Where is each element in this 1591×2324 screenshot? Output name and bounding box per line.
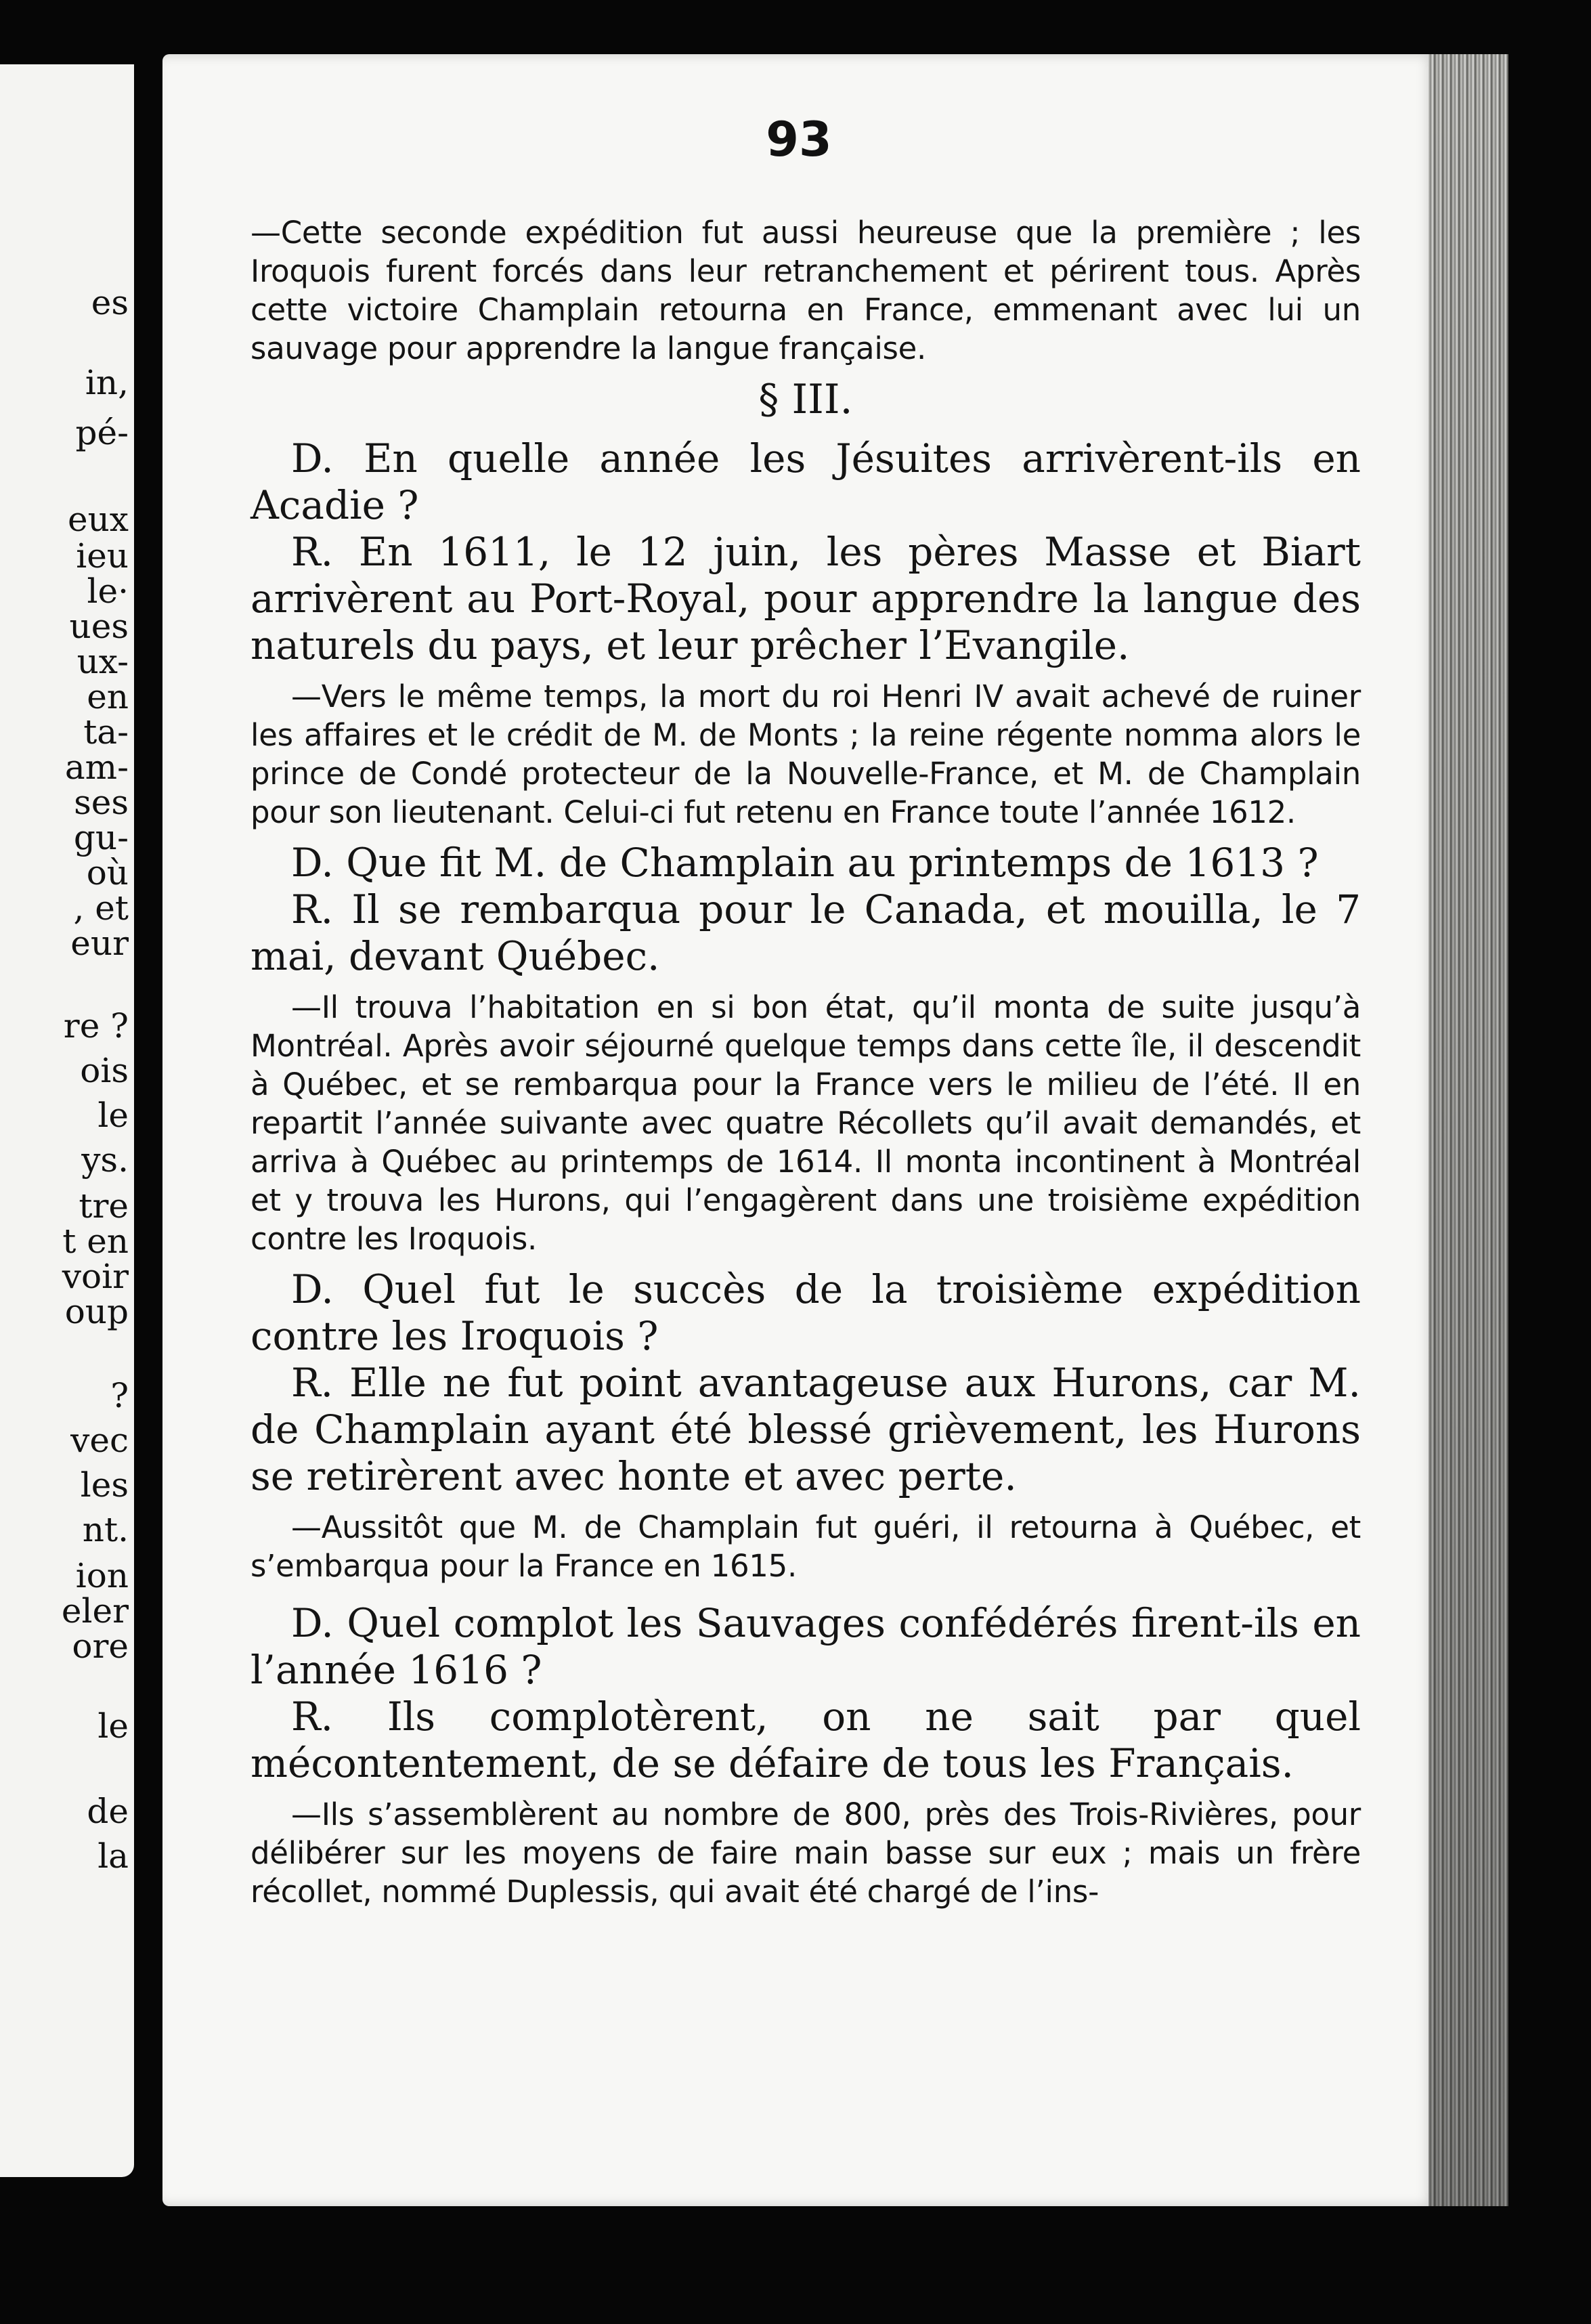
left-page-fragment: vec [70,1421,129,1460]
question-4: D. Quel complot les Sauvages confédérés firent-ils en l’année 1616 ? [250,1600,1361,1693]
question-1: D. En quelle année les Jésuites arrivèrent-ils en Acadie ? [250,435,1361,528]
left-page-fragment: ues [69,607,129,646]
left-page-fragment: où [86,853,129,892]
page-number: 93 [766,112,832,167]
answer-1: R. En 1611, le 12 juin, les pères Masse et Biart arrivèrent au Port-Royal, pour apprendre la langue des naturels du pays, et leur prêcher l’Evangile. [250,529,1361,668]
left-page-fragment: le [97,1096,129,1135]
left-page-fragment: ? [110,1376,129,1415]
page-text [250,213,1361,1911]
left-page-fragment: le [97,1706,129,1746]
left-page-fragment: gu- [73,818,129,857]
left-page-fragment: t en [62,1222,129,1261]
left-page-fragment: ux- [77,642,129,681]
left-page-fragment: es [91,283,129,322]
left-page-fragment: en [87,677,129,716]
answer-3: R. Elle ne fut point avantageuse aux Hurons, car M. de Champlain ayant été blessé grièvement, les Hurons se retirèrent avec honte et avec perte. [250,1360,1361,1499]
left-page-fragment: eur [70,924,129,963]
book-page [162,54,1435,2206]
left-page-fragment: nt. [82,1510,129,1549]
question-2: D. Que fit M. de Champlain au printemps de 1613 ? [291,840,1319,886]
note-1: —Vers le même temps, la mort du roi Henri IV avait achevé de ruiner les affaires et le crédit de M. de Monts ; la reine régente nomma alors le prince de Condé protecteur de la Nouvelle-France, et M. de Champlain pour son lieutenant. Celui-ci fut retenu en France toute l’année 1612. [250,679,1361,830]
left-page-fragment: ore [72,1627,129,1666]
question-3: D. Quel fut le succès de la troisième expédition contre les Iroquois ? [250,1266,1361,1359]
answer-2: R. Il se rembarqua pour le Canada, et mouilla, le 7 mai, devant Québec. [250,886,1361,979]
left-page-fragment: le· [87,572,129,611]
paragraph-1: —Cette seconde expédition fut aussi heureuse que la première ; les Iroquois furent forcés dans leur retranchement et périrent tous. Après cette victoire Champlain retourna en France, emmenant avec lui un sauvage pour apprendre la langue française. [250,215,1361,366]
left-page-fragment: in, [85,363,129,402]
left-page-fragment: ys. [81,1140,129,1180]
left-page-fragment: am- [64,748,129,787]
note-2: —Il trouva l’habitation en si bon état, qu’il monta de suite jusqu’à Montréal. Après avoir séjourné quelque temps dans cette île, il descendit à Québec, et se rembarqua pour la France vers le milieu de l’été. Il en repartit l’année suivante avec quatre Récollets qu’il avait demandés, et arriva à Québec au printemps de 1614. Il monta incontinent à Montréal et y trouva les Hurons, qui l’engagèrent dans une troisième expédition contre les Iroquois. [250,989,1361,1257]
left-page-fragment: la [97,1836,129,1876]
left-page-fragment: eux [68,500,129,539]
note-3: —Aussitôt que M. de Champlain fut guéri, il retourna à Québec, et s’embarqua pour la France en 1615. [250,1509,1361,1584]
left-page-fragment: re ? [63,1006,129,1046]
left-page-fragment: les [80,1465,129,1505]
left-page-fragment: tre [79,1186,129,1226]
left-page-fragment: oup [64,1292,129,1331]
left-page-fragment: ta- [83,712,129,752]
left-page-fragment: eler [61,1591,129,1631]
left-page-fragment: de [87,1792,129,1831]
left-page-fragment: ses [74,783,129,822]
left-facing-page [0,64,134,2177]
left-page-fragment: voir [62,1257,129,1296]
answer-4: R. Ils complotèrent, on ne sait par quel mécontentement, de se défaire de tous les Français. [250,1694,1361,1786]
left-page-fragment: pé- [75,413,129,452]
left-page-fragment: ion [75,1556,129,1595]
note-4: —Ils s’assemblèrent au nombre de 800, près des Trois-Rivières, pour délibérer sur les moyens de faire main basse sur eux ; mais un frère récollet, nommé Duplessis, qui avait été chargé de l’ins- [250,1796,1361,1910]
section-heading: § III. [758,376,853,423]
left-page-fragment: ois [80,1051,129,1090]
left-page-fragment: , et [73,888,129,928]
page-edges [1429,54,1508,2206]
left-page-fragment: ieu [76,536,129,576]
